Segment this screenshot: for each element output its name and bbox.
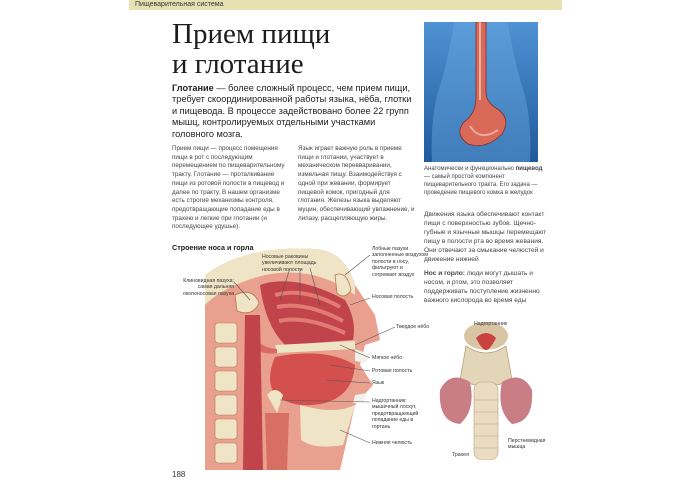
label-mandible: Нижняя челюсть (372, 440, 413, 446)
tongue-paragraph: Движения языка обеспечивают контакт пищи с поверхностью зубов. Щечно-губные и язычные мышцы перемещают пищу в полости рта во время жевания. Они отвечают за смыкание челюстей и движение нижней (424, 211, 547, 263)
label-soft-palate: Мягкое нёбо (372, 355, 403, 361)
title-line1: Прием пищи (172, 18, 331, 50)
caption-pre: Анатомически и функционально (424, 166, 516, 172)
nose-throat-bold: Нос и горло: (424, 270, 465, 277)
caption-bold: пищевод (515, 166, 543, 172)
label-oral-cavity: Ротовая полость (372, 368, 413, 374)
page-number: 188 (172, 470, 186, 479)
body-column-1: Прием пищи — процесс помещения пищи в рот с последующим перемещением по пищеварительному тракту. Глотание — проталкивание пищи из ротовой полости в пищевод и далее по тракту. В нашем организме есть строгие механизмы контроля, предотвращающие попадание еды в трахею и легкие при глотании (и последующее удушье). (172, 145, 285, 231)
title-line2: и глотание (172, 48, 304, 80)
lead-text: — более сложный процесс, чем прием пищи, требует скоординированной работы языка, нёба, глотки и пищевода. В процессе задействовано более 22 групп мышц, контролируемых отдельными участками головного мозга. (172, 83, 412, 139)
caption-post: — самый простой компонент пищеварительного тракта. Его задача — проведение пищевого комка в желудок (424, 174, 538, 196)
nose-throat-text: люди могут дышать и носом, и ртом, это позволяет поддерживать поступление жизненно важного кислорода во время еды (424, 270, 540, 304)
label-nasal-conchae: Носовые раковины увеличивают площадь носовой полости (262, 254, 317, 273)
label-hard-palate: Твердое нёбо (396, 324, 430, 330)
section-label: Пищеварительная система (135, 1, 224, 8)
label-throat-epiglottis: Надгортанник (474, 321, 508, 327)
label-frontal-sinus: Лобные пазухи заполненные воздухом полости в носу, фильтруют и согревают воздух (372, 246, 428, 278)
body-column-2: Язык играет важную роль в приеме пищи и глотании, участвует в механическом перевваривании, измельчая пищу. Взаимодействуя с одной при жевании, формирует пищевой комок, пригодный для глотания. Железы языка выделяют муцин, обеспечивающий увлажнение, и липазу, расщепляющую жиры. (298, 145, 415, 222)
label-tongue: Язык (372, 380, 385, 386)
lead-bold: Глотание (172, 83, 214, 93)
label-throat-trachea: Трахея (452, 452, 469, 458)
label-epiglottis: Надгортанник: мышечный лоскут, предотвращающий попадание еды в гортань (372, 398, 419, 430)
label-nasal-cavity: Носовая полость (372, 294, 414, 300)
label-throat-thyroid: Перстневидная мышца (508, 438, 546, 451)
label-sphenoid-sinus: Клиновидная пазуха: самая дальняя околоносовая пазуха (182, 278, 234, 297)
figure-heading: Строение носа и горла (172, 243, 254, 252)
